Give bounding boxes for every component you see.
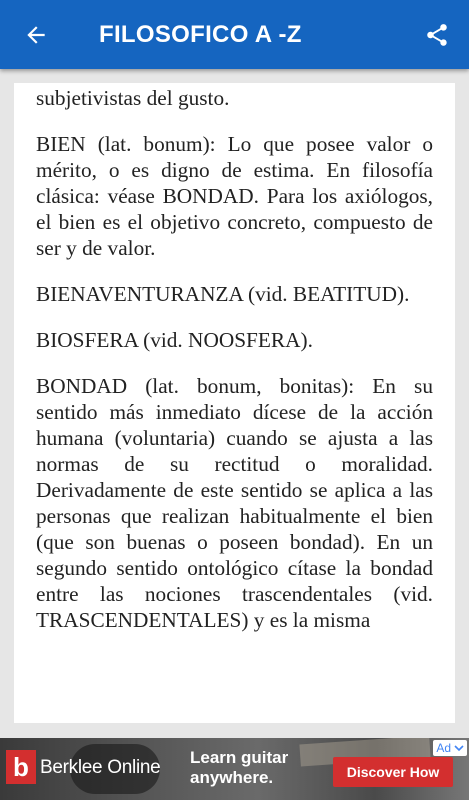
definition-text: [36, 85, 433, 653]
ad-badge-label: Ad: [436, 741, 451, 755]
entry-fragment: subjetivistas del gusto.: [36, 86, 230, 110]
ad-headline: Learn guitar anywhere.: [190, 748, 289, 787]
content-card[interactable]: [14, 83, 455, 723]
ad-choices-badge[interactable]: [433, 740, 467, 756]
chevron-down-icon: [454, 743, 464, 753]
page-title: FILOSOFICO A -Z: [99, 21, 302, 48]
ad-banner[interactable]: [0, 738, 469, 800]
ad-brand: Berklee Online: [40, 757, 161, 778]
entry-bien: BIEN (lat. bonum): Lo que posee valor o mérito, o es digno de estima. En filosofía clásica: véase BONDAD. Para los axiólogos, el bien es el objetivo concreto, compuesto de ser y de valor.: [36, 132, 433, 260]
entry-bienaventuranza: BIENAVENTURANZA (vid. BEATITUD).: [36, 282, 410, 306]
app-bar: [0, 0, 469, 69]
share-button[interactable]: [419, 17, 455, 53]
discover-how-button[interactable]: Discover How: [333, 757, 453, 787]
entry-bondad: BONDAD (lat. bonum, bonitas): En su sentido más inmediato dícese de la acción humana (voluntaria) cuando se ajusta a las normas de su rectitud o moralidad. Derivadamente de este sentido se aplica a las personas que realizan habitualmente el bien (que son buenas o poseen bondad). En un segundo sentido ontológico cítase la bondad entre las nociones trascendentales (vid. TRASCENDENTALES) y es la misma: [36, 374, 433, 632]
entry-biosfera: BIOSFERA (vid. NOOSFERA).: [36, 328, 313, 352]
back-button[interactable]: [18, 17, 54, 53]
arrow-back-icon: [23, 22, 49, 48]
berklee-logo-icon: b: [6, 750, 36, 784]
share-icon: [424, 22, 450, 48]
